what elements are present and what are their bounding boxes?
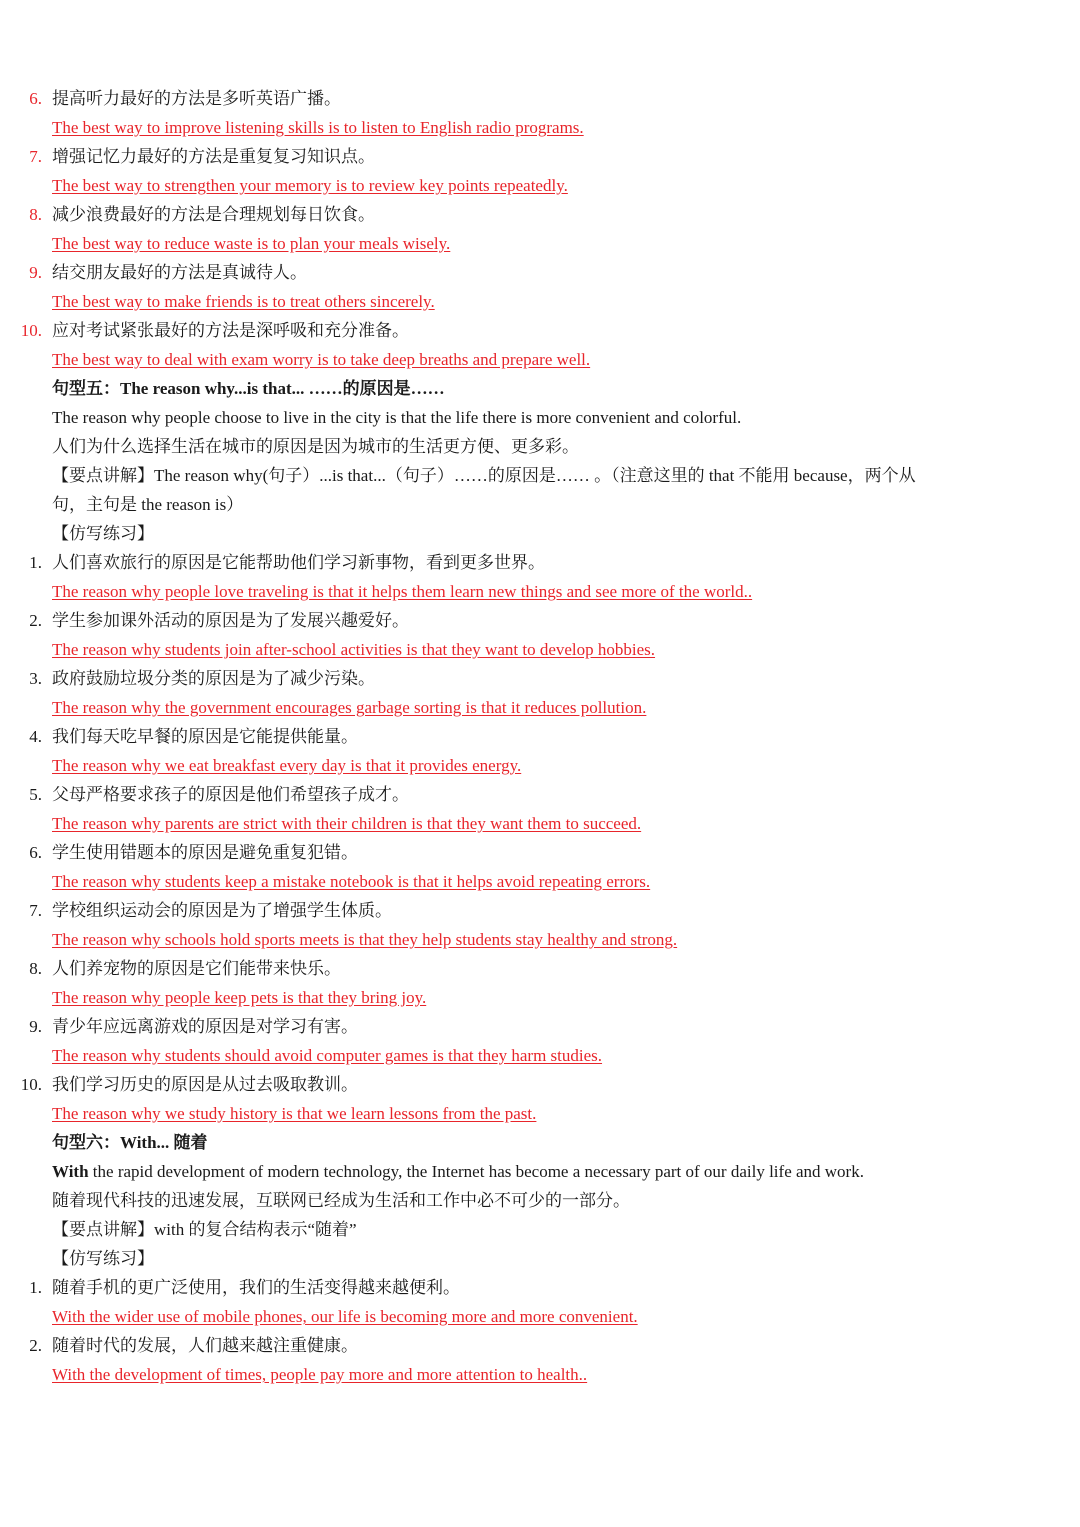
- exercise-item: [0, 722, 1080, 751]
- exercise-item: [0, 1273, 1080, 1302]
- exercise-item: [0, 606, 1080, 635]
- item-number: 2.: [29, 611, 42, 630]
- english-answer: The reason why students should avoid computer games is that they harm studies.: [52, 1046, 603, 1065]
- item-number: 3.: [29, 669, 42, 688]
- chinese-prompt: 政府鼓励垃圾分类的原因是为了减少污染。: [52, 669, 375, 688]
- section5-heading: [0, 374, 1080, 403]
- exercise-list-reason-why: [0, 548, 1080, 1128]
- item-number: 5.: [29, 785, 42, 804]
- practice-label: 【仿写练习】: [52, 1249, 154, 1268]
- section6-heading: [0, 1128, 1080, 1157]
- explain-text-cont: 句，主句是 the reason is）: [52, 495, 244, 514]
- answer-line: [0, 635, 1080, 664]
- english-answer: The reason why people love traveling is that it helps them learn new things and see more of the world..: [52, 582, 753, 601]
- section5-example-en: [0, 403, 1080, 432]
- answer-line: [0, 345, 1080, 374]
- chinese-prompt: 我们学习历史的原因是从过去吸取教训。: [52, 1075, 358, 1094]
- chinese-prompt: 人们喜欢旅行的原因是它能帮助他们学习新事物，看到更多世界。: [52, 553, 545, 572]
- example-sentence-en: The reason why people choose to live in the city is that the life there is more convenient and colorful.: [52, 408, 742, 427]
- section5-practice-label: [0, 519, 1080, 548]
- item-number: 9.: [29, 1017, 42, 1036]
- chinese-prompt: 结交朋友最好的方法是真诚待人。: [52, 263, 307, 282]
- english-answer: The reason why parents are strict with their children is that they want them to succeed.: [52, 814, 642, 833]
- chinese-prompt: 人们养宠物的原因是它们能带来快乐。: [52, 959, 341, 978]
- answer-line: [0, 229, 1080, 258]
- section5-title: 句型五：The reason why...is that... ……的原因是……: [52, 379, 445, 398]
- exercise-item: [0, 1331, 1080, 1360]
- english-answer: The reason why students keep a mistake notebook is that it helps avoid repeating errors.: [52, 872, 651, 891]
- answer-line: [0, 1302, 1080, 1331]
- chinese-prompt: 学校组织运动会的原因是为了增强学生体质。: [52, 901, 392, 920]
- item-number: 9.: [29, 263, 42, 282]
- answer-line: [0, 1360, 1080, 1389]
- chinese-prompt: 提高听力最好的方法是多听英语广播。: [52, 89, 341, 108]
- example-sentence-zh: 人们为什么选择生活在城市的原因是因为城市的生活更方便、更多彩。: [52, 437, 579, 456]
- answer-line: [0, 751, 1080, 780]
- english-answer: With the development of times, people pay more and more attention to health..: [52, 1365, 588, 1384]
- exercise-item: [0, 1070, 1080, 1099]
- answer-line: [0, 113, 1080, 142]
- english-answer: The best way to improve listening skills is to listen to English radio programs.: [52, 118, 584, 137]
- answer-line: [0, 925, 1080, 954]
- answer-line: [0, 983, 1080, 1012]
- answer-line: [0, 809, 1080, 838]
- answer-line: [0, 287, 1080, 316]
- section6-explain: [0, 1215, 1080, 1244]
- section6-example-en: [0, 1157, 1080, 1186]
- english-answer: The best way to deal with exam worry is to take deep breaths and prepare well.: [52, 350, 591, 369]
- english-answer: The best way to reduce waste is to plan your meals wisely.: [52, 234, 451, 253]
- exercise-item: [0, 896, 1080, 925]
- chinese-prompt: 减少浪费最好的方法是合理规划每日饮食。: [52, 205, 375, 224]
- english-answer: The reason why we study history is that we learn lessons from the past.: [52, 1104, 537, 1123]
- item-number: 7.: [29, 901, 42, 920]
- explain-text: 【要点讲解】with 的复合结构表示“随着”: [52, 1220, 357, 1239]
- exercise-item: [0, 142, 1080, 171]
- exercise-list-best-way: [0, 84, 1080, 374]
- english-answer: The reason why people keep pets is that they bring joy.: [52, 988, 427, 1007]
- item-number: 1.: [29, 1278, 42, 1297]
- exercise-list-with: [0, 1273, 1080, 1389]
- chinese-prompt: 随着手机的更广泛使用，我们的生活变得越来越便利。: [52, 1278, 460, 1297]
- example-bold-word: With: [52, 1162, 89, 1181]
- chinese-prompt: 我们每天吃早餐的原因是它能提供能量。: [52, 727, 358, 746]
- exercise-item: [0, 548, 1080, 577]
- example-sentence-en: [52, 1157, 864, 1186]
- item-number: 8.: [29, 205, 42, 224]
- item-number: 4.: [29, 727, 42, 746]
- explain-text: 【要点讲解】The reason why(句子）...is that...（句子）……的原因是…… 。（注意这里的 that 不能用 because，两个从: [52, 466, 916, 485]
- chinese-prompt: 应对考试紧张最好的方法是深呼吸和充分准备。: [52, 321, 409, 340]
- chinese-prompt: 增强记忆力最好的方法是重复复习知识点。: [52, 147, 375, 166]
- section5-example-zh: [0, 432, 1080, 461]
- exercise-item: [0, 664, 1080, 693]
- section6-practice-label: [0, 1244, 1080, 1273]
- item-number: 10.: [20, 1075, 42, 1094]
- chinese-prompt: 青少年应远离游戏的原因是对学习有害。: [52, 1017, 358, 1036]
- english-answer: The reason why students join after-school activities is that they want to develop hobbies.: [52, 640, 656, 659]
- answer-line: [0, 693, 1080, 722]
- english-answer: The reason why the government encourages garbage sorting is that it reduces pollution.: [52, 698, 647, 717]
- english-answer: The reason why we eat breakfast every day is that it provides energy.: [52, 756, 522, 775]
- practice-label: 【仿写练习】: [52, 524, 154, 543]
- answer-line: [0, 1099, 1080, 1128]
- section6-example-zh: [0, 1186, 1080, 1215]
- english-answer: The reason why schools hold sports meets is that they help students stay healthy and strong.: [52, 930, 678, 949]
- english-answer: The best way to strengthen your memory is to review key points repeatedly.: [52, 176, 568, 195]
- section6-title: 句型六：With... 随着: [52, 1133, 208, 1152]
- answer-line: [0, 867, 1080, 896]
- answer-line: [0, 1041, 1080, 1070]
- exercise-item: [0, 838, 1080, 867]
- example-rest: the rapid development of modern technology, the Internet has become a necessary part of our daily life and work.: [88, 1162, 864, 1181]
- exercise-item: [0, 954, 1080, 983]
- chinese-prompt: 父母严格要求孩子的原因是他们希望孩子成才。: [52, 785, 409, 804]
- document-page: [0, 84, 1080, 1389]
- item-number: 6.: [29, 843, 42, 862]
- example-sentence-zh: 随着现代科技的迅速发展，互联网已经成为生活和工作中必不可少的一部分。: [52, 1191, 630, 1210]
- section5-explain-line1: [0, 461, 1080, 490]
- exercise-item: [0, 1012, 1080, 1041]
- item-number: 8.: [29, 959, 42, 978]
- answer-line: [0, 577, 1080, 606]
- english-answer: The best way to make friends is to treat others sincerely.: [52, 292, 435, 311]
- exercise-item: [0, 780, 1080, 809]
- item-number: 1.: [29, 553, 42, 572]
- answer-line: [0, 171, 1080, 200]
- item-number: 10.: [20, 321, 42, 340]
- exercise-item: [0, 200, 1080, 229]
- item-number: 6.: [29, 89, 42, 108]
- item-number: 2.: [29, 1336, 42, 1355]
- chinese-prompt: 学生参加课外活动的原因是为了发展兴趣爱好。: [52, 611, 409, 630]
- exercise-item: [0, 316, 1080, 345]
- section5-explain-line2: [0, 490, 1080, 519]
- chinese-prompt: 随着时代的发展，人们越来越注重健康。: [52, 1336, 358, 1355]
- english-answer: With the wider use of mobile phones, our life is becoming more and more convenient.: [52, 1307, 638, 1326]
- exercise-item: [0, 258, 1080, 287]
- exercise-item: [0, 84, 1080, 113]
- item-number: 7.: [29, 147, 42, 166]
- chinese-prompt: 学生使用错题本的原因是避免重复犯错。: [52, 843, 358, 862]
